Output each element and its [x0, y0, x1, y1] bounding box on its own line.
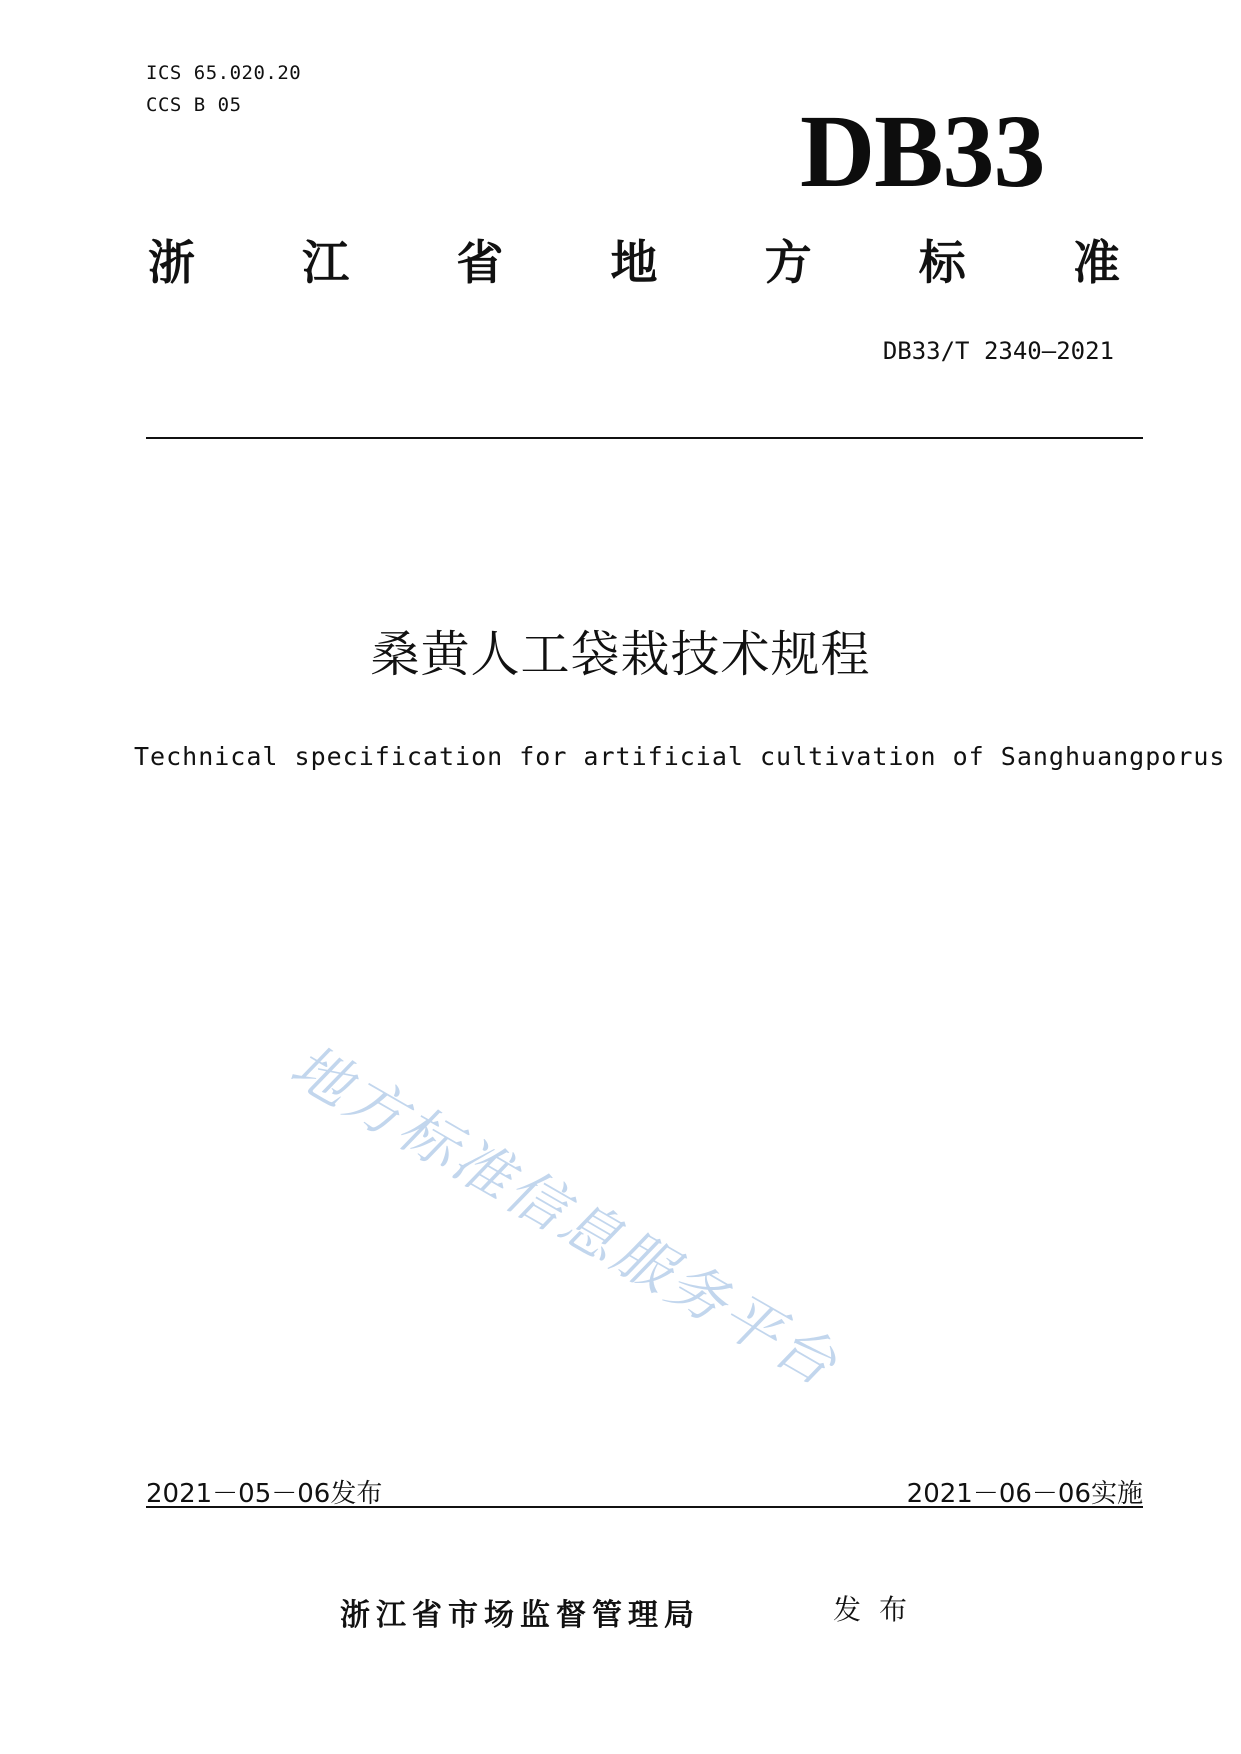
- standard-type-char: 方: [764, 236, 812, 291]
- header-divider: [146, 437, 1143, 439]
- standard-number: DB33/T 2340—2021: [882, 337, 1114, 365]
- standard-type-char: 地: [610, 236, 658, 291]
- issuing-authority: 浙江省市场监督管理局: [340, 1598, 700, 1633]
- watermark: 地方标准信息服务平台: [279, 1031, 851, 1401]
- implementation-date: 2021－06－06实施: [906, 1479, 1143, 1509]
- ics-code: ICS 65.020.20: [146, 62, 302, 84]
- issue-date: 2021－05－06发布: [146, 1479, 383, 1509]
- standard-type-char: 省: [456, 236, 504, 291]
- document-title-english: Technical specification for artificial cultivation of Sanghuangporus: [134, 742, 1226, 771]
- document-title-chinese: 桑黄人工袋栽技术规程: [370, 626, 871, 683]
- standard-type-char: 江: [302, 236, 350, 291]
- ccs-code: CCS B 05: [146, 94, 242, 116]
- standard-type-char: 浙: [148, 236, 195, 291]
- standard-type-char: 标: [918, 236, 966, 291]
- issue-label: 发布: [833, 1593, 926, 1626]
- standard-type-heading: [148, 236, 1120, 291]
- db-mark-logo: DB33: [800, 94, 1045, 209]
- standard-type-char: 准: [1072, 236, 1120, 291]
- footer-divider: [146, 1506, 1143, 1508]
